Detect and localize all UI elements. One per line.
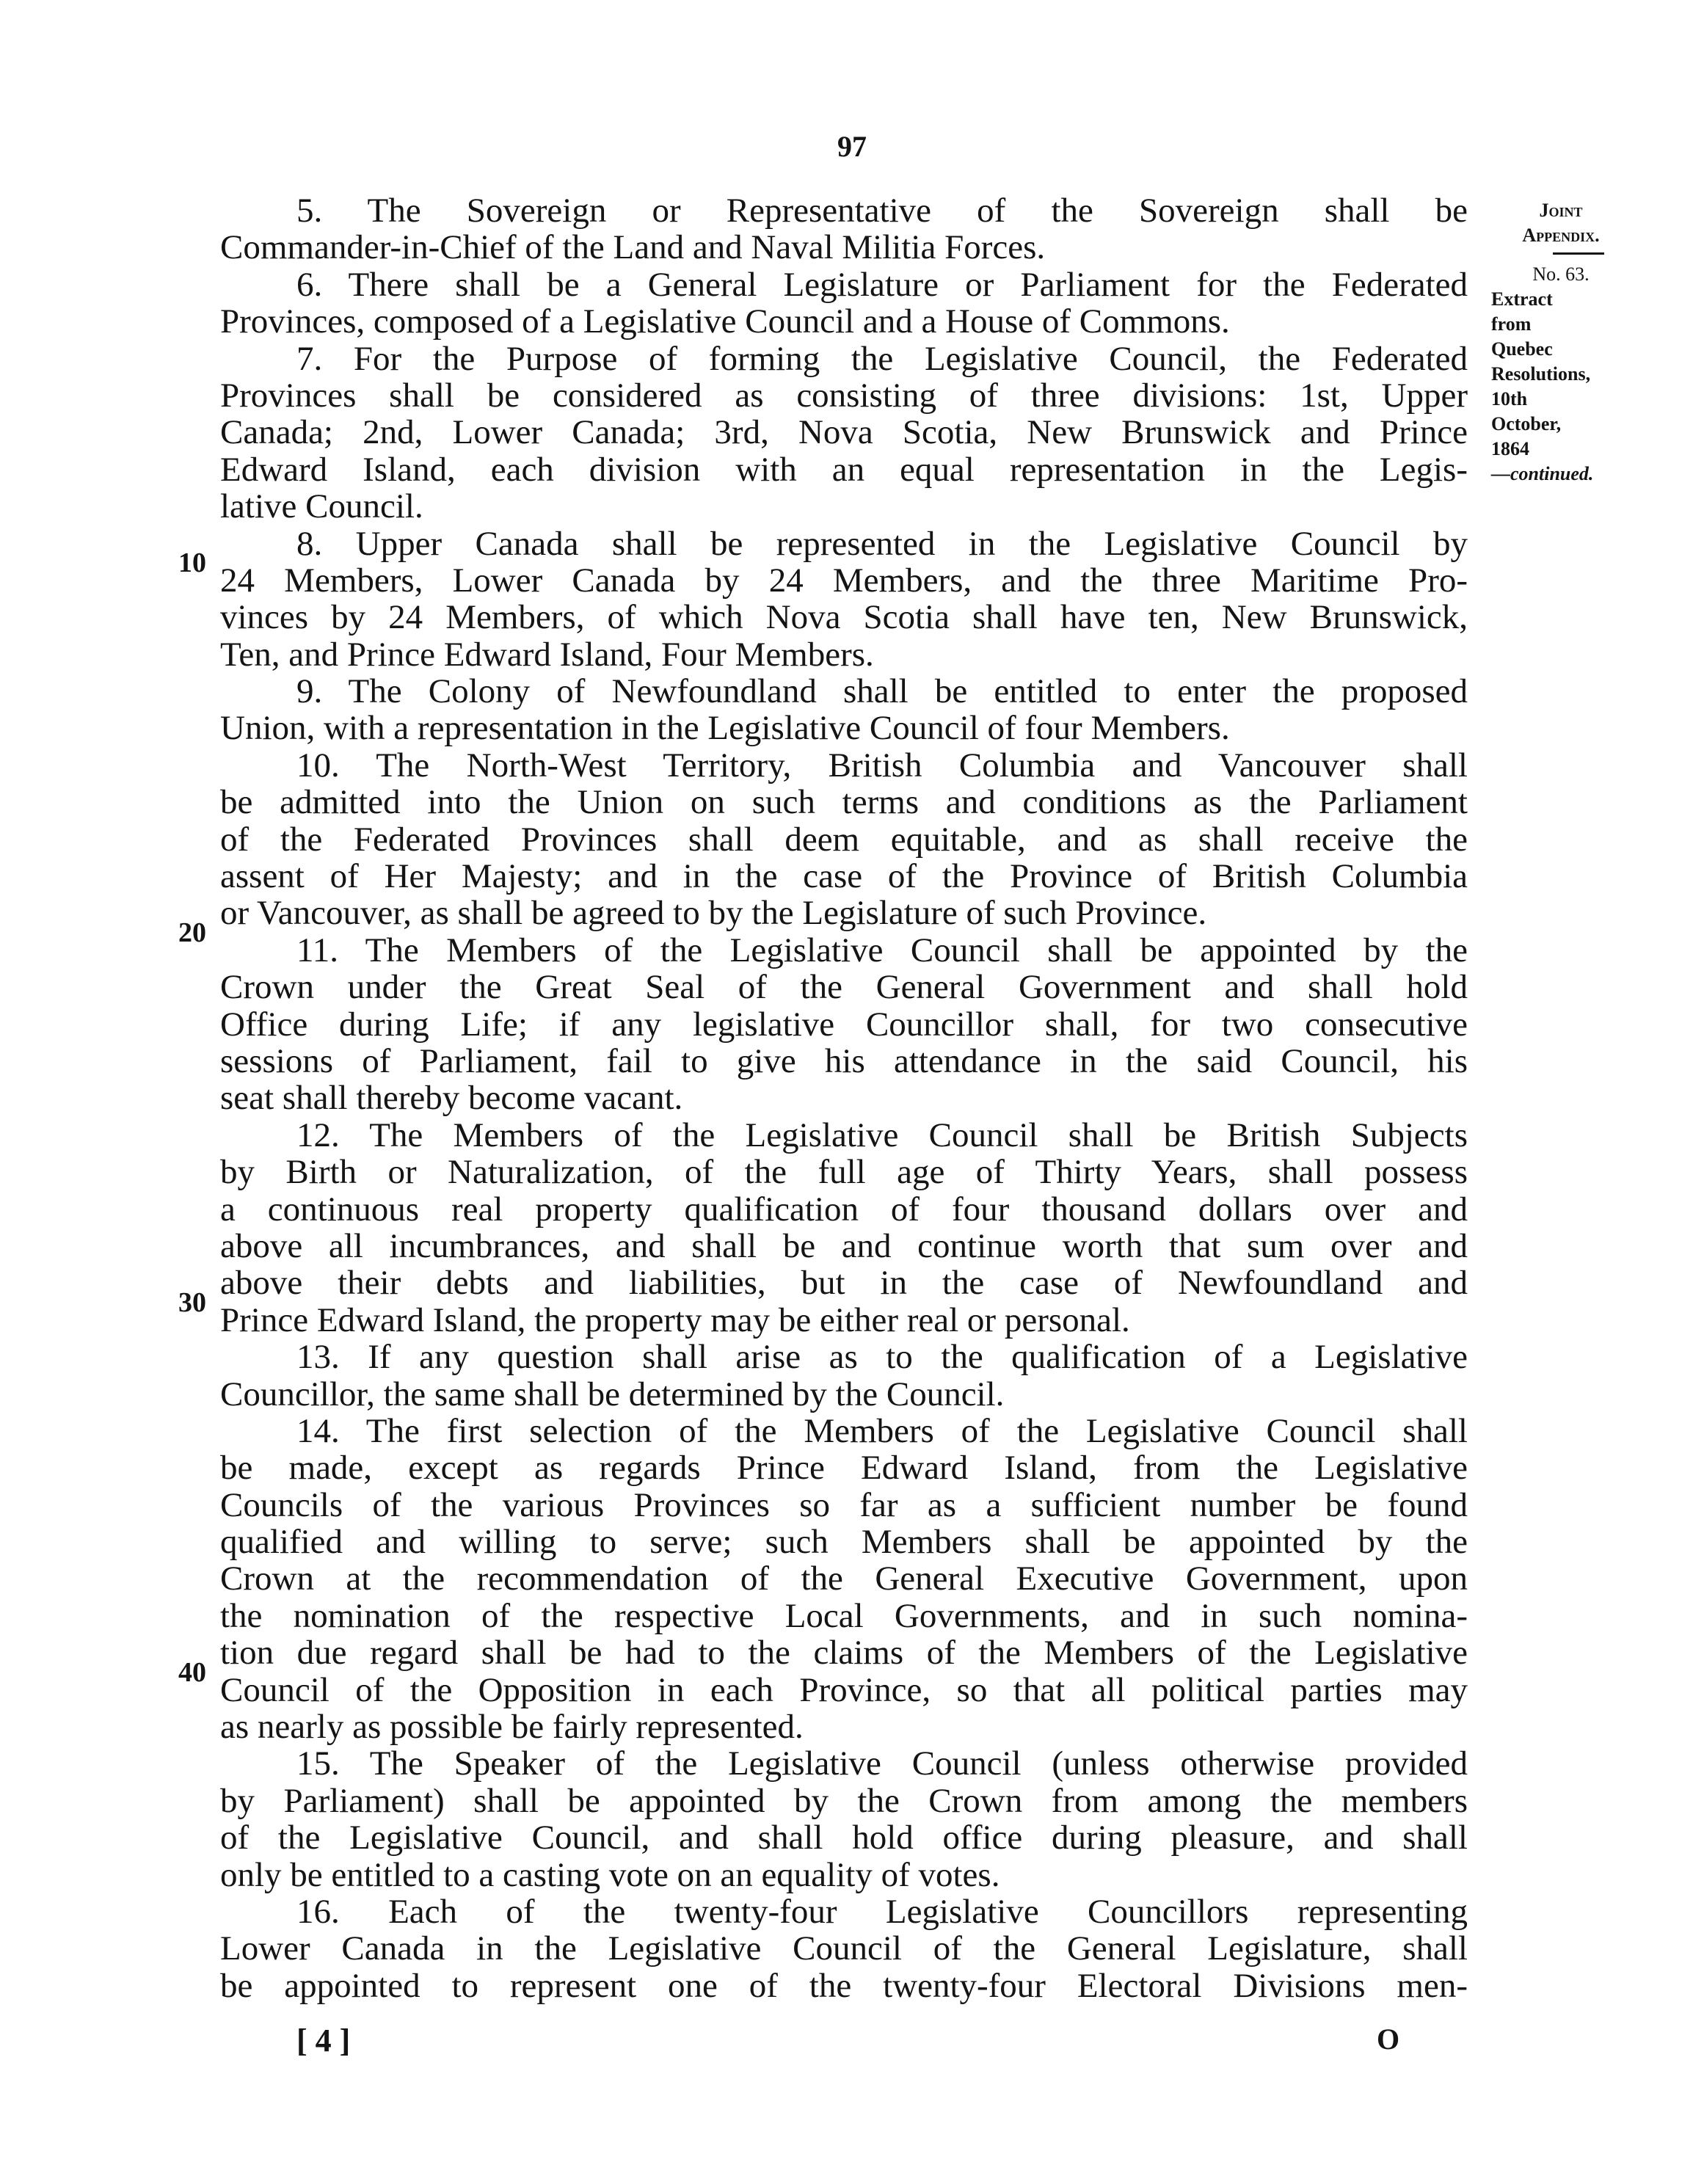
text-line: Ten, and Prince Edward Island, Four Members. xyxy=(220,635,874,674)
margin-note-extract: Extract xyxy=(1491,288,1553,310)
margin-note-year: 1864 xyxy=(1491,438,1529,459)
text-line: Office during Life; if any legislative Councillor shall, for two consecutive xyxy=(220,1005,1468,1044)
margin-note-quebec: Quebec xyxy=(1491,338,1553,360)
text-line: sessions of Parliament, fail to give his attendance in the said Council, his xyxy=(220,1041,1468,1080)
margin-note-resolutions: Resolutions, xyxy=(1491,363,1591,385)
text-line: lative Council. xyxy=(220,487,423,526)
text-line: by Birth or Naturalization, of the full age of Thirty Years, shall possess xyxy=(220,1153,1468,1192)
text-line: as nearly as possible be fairly represented. xyxy=(220,1708,804,1747)
margin-note-day: 10th xyxy=(1491,388,1528,410)
text-line: Canada; 2nd, Lower Canada; 3rd, Nova Scotia, New Brunswick and Prince xyxy=(220,413,1468,452)
text-line: 11. The Members of the Legislative Council shall be appointed by the xyxy=(296,931,1468,969)
text-line: 9. The Colony of Newfoundland shall be entitled to enter the proposed xyxy=(296,672,1468,711)
text-line: vinces by 24 Members, of which Nova Scotia shall have ten, New Brunswick, xyxy=(220,598,1468,637)
page-number: 97 xyxy=(837,130,867,163)
text-line: above all incumbrances, and shall be and continue worth that sum over and xyxy=(220,1226,1468,1265)
margin-note xyxy=(1491,198,1682,487)
margin-note-number: No. 63. xyxy=(1532,263,1590,285)
line-number-10: 10 xyxy=(178,547,206,578)
text-line: Provinces shall be considered as consisting of three divisions: 1st, Upper xyxy=(220,376,1468,415)
text-line: Commander-in-Chief of the Land and Naval Militia Forces. xyxy=(220,228,1046,267)
margin-note-rule xyxy=(1553,252,1604,255)
text-line: by Parliament) shall be appointed by the Crown from among the members xyxy=(220,1781,1468,1820)
text-line: qualified and willing to serve; such Members shall be appointed by the xyxy=(220,1523,1468,1562)
margin-note-from: from xyxy=(1491,313,1532,335)
text-line: Councillor, the same shall be determined by the Council. xyxy=(220,1375,1005,1413)
text-line: above their debts and liabilities, but in the case of Newfoundland and xyxy=(220,1264,1468,1303)
text-line: of the Federated Provinces shall deem equitable, and as shall receive the xyxy=(220,820,1468,859)
text-line: Lower Canada in the Legislative Council of the General Legislature, shall xyxy=(220,1929,1468,1968)
text-line: 8. Upper Canada shall be represented in the Legislative Council by xyxy=(296,524,1468,563)
text-line: 16. Each of the twenty-four Legislative Councillors representing xyxy=(296,1892,1468,1931)
text-line: Edward Island, each division with an equal representation in the Legis- xyxy=(220,450,1468,489)
text-line: or Vancouver, as shall be agreed to by the Legislature of such Province. xyxy=(220,894,1207,933)
text-line: of the Legislative Council, and shall hold office during pleasure, and shall xyxy=(220,1819,1468,1857)
text-line: 12. The Members of the Legislative Council shall be British Subjects xyxy=(296,1115,1468,1154)
text-line: seat shall thereby become vacant. xyxy=(220,1079,683,1118)
line-number-30: 30 xyxy=(178,1286,206,1318)
margin-note-joint: Joint xyxy=(1539,200,1583,221)
footer-mark: O xyxy=(1377,2023,1400,2056)
text-line: assent of Her Majesty; and in the case of the Province of British Columbia xyxy=(220,857,1468,896)
text-line: be made, except as regards Prince Edward Island, from the Legislative xyxy=(220,1449,1468,1488)
text-line: Union, with a representation in the Legislative Council of four Members. xyxy=(220,709,1230,748)
text-line: Prince Edward Island, the property may be either real or personal. xyxy=(220,1300,1130,1339)
text-line: 24 Members, Lower Canada by 24 Members, and the three Maritime Pro- xyxy=(220,561,1468,600)
text-line: tion due regard shall be had to the claims of the Members of the Legislative xyxy=(220,1634,1468,1672)
text-line: a continuous real property qualification of four thousand dollars over and xyxy=(220,1190,1468,1228)
margin-note-continued: —continued. xyxy=(1491,463,1594,484)
text-line: 7. For the Purpose of forming the Legislative Council, the Federated xyxy=(296,339,1468,378)
text-line: 5. The Sovereign or Representative of the Sovereign shall be xyxy=(296,192,1468,230)
text-line: be admitted into the Union on such terms and conditions as the Parliament xyxy=(220,783,1468,822)
text-line: Council of the Opposition in each Province, so that all political parties may xyxy=(220,1670,1468,1709)
text-line: the nomination of the respective Local Governments, and in such nomina- xyxy=(220,1596,1468,1635)
text-line: Councils of the various Provinces so far as a sufficient number be found xyxy=(220,1485,1468,1524)
signature-mark: [ 4 ] xyxy=(296,2023,351,2059)
margin-note-appendix: Appendix. xyxy=(1522,225,1600,246)
text-line: Crown at the recommendation of the General Executive Government, upon xyxy=(220,1559,1468,1598)
line-number-40: 40 xyxy=(178,1656,206,1688)
text-line: 14. The first selection of the Members of the Legislative Council shall xyxy=(296,1411,1468,1450)
text-line: 6. There shall be a General Legislature or Parliament for the Federated xyxy=(296,265,1468,304)
text-line: be appointed to represent one of the twenty-four Electoral Divisions men- xyxy=(220,1966,1468,2005)
text-line: only be entitled to a casting vote on an equality of votes. xyxy=(220,1855,1000,1894)
main-text xyxy=(220,192,1468,2004)
line-number-20: 20 xyxy=(178,917,206,948)
text-line: 13. If any question shall arise as to the qualification of a Legislative xyxy=(296,1338,1468,1377)
text-line: Provinces, composed of a Legislative Council and a House of Commons. xyxy=(220,302,1230,341)
text-line: 15. The Speaker of the Legislative Council (unless otherwise provided xyxy=(296,1744,1468,1783)
text-line: 10. The North-West Territory, British Columbia and Vancouver shall xyxy=(296,746,1468,785)
margin-note-month: October, xyxy=(1491,413,1562,434)
text-line: Crown under the Great Seal of the General Government and shall hold xyxy=(220,968,1468,1007)
